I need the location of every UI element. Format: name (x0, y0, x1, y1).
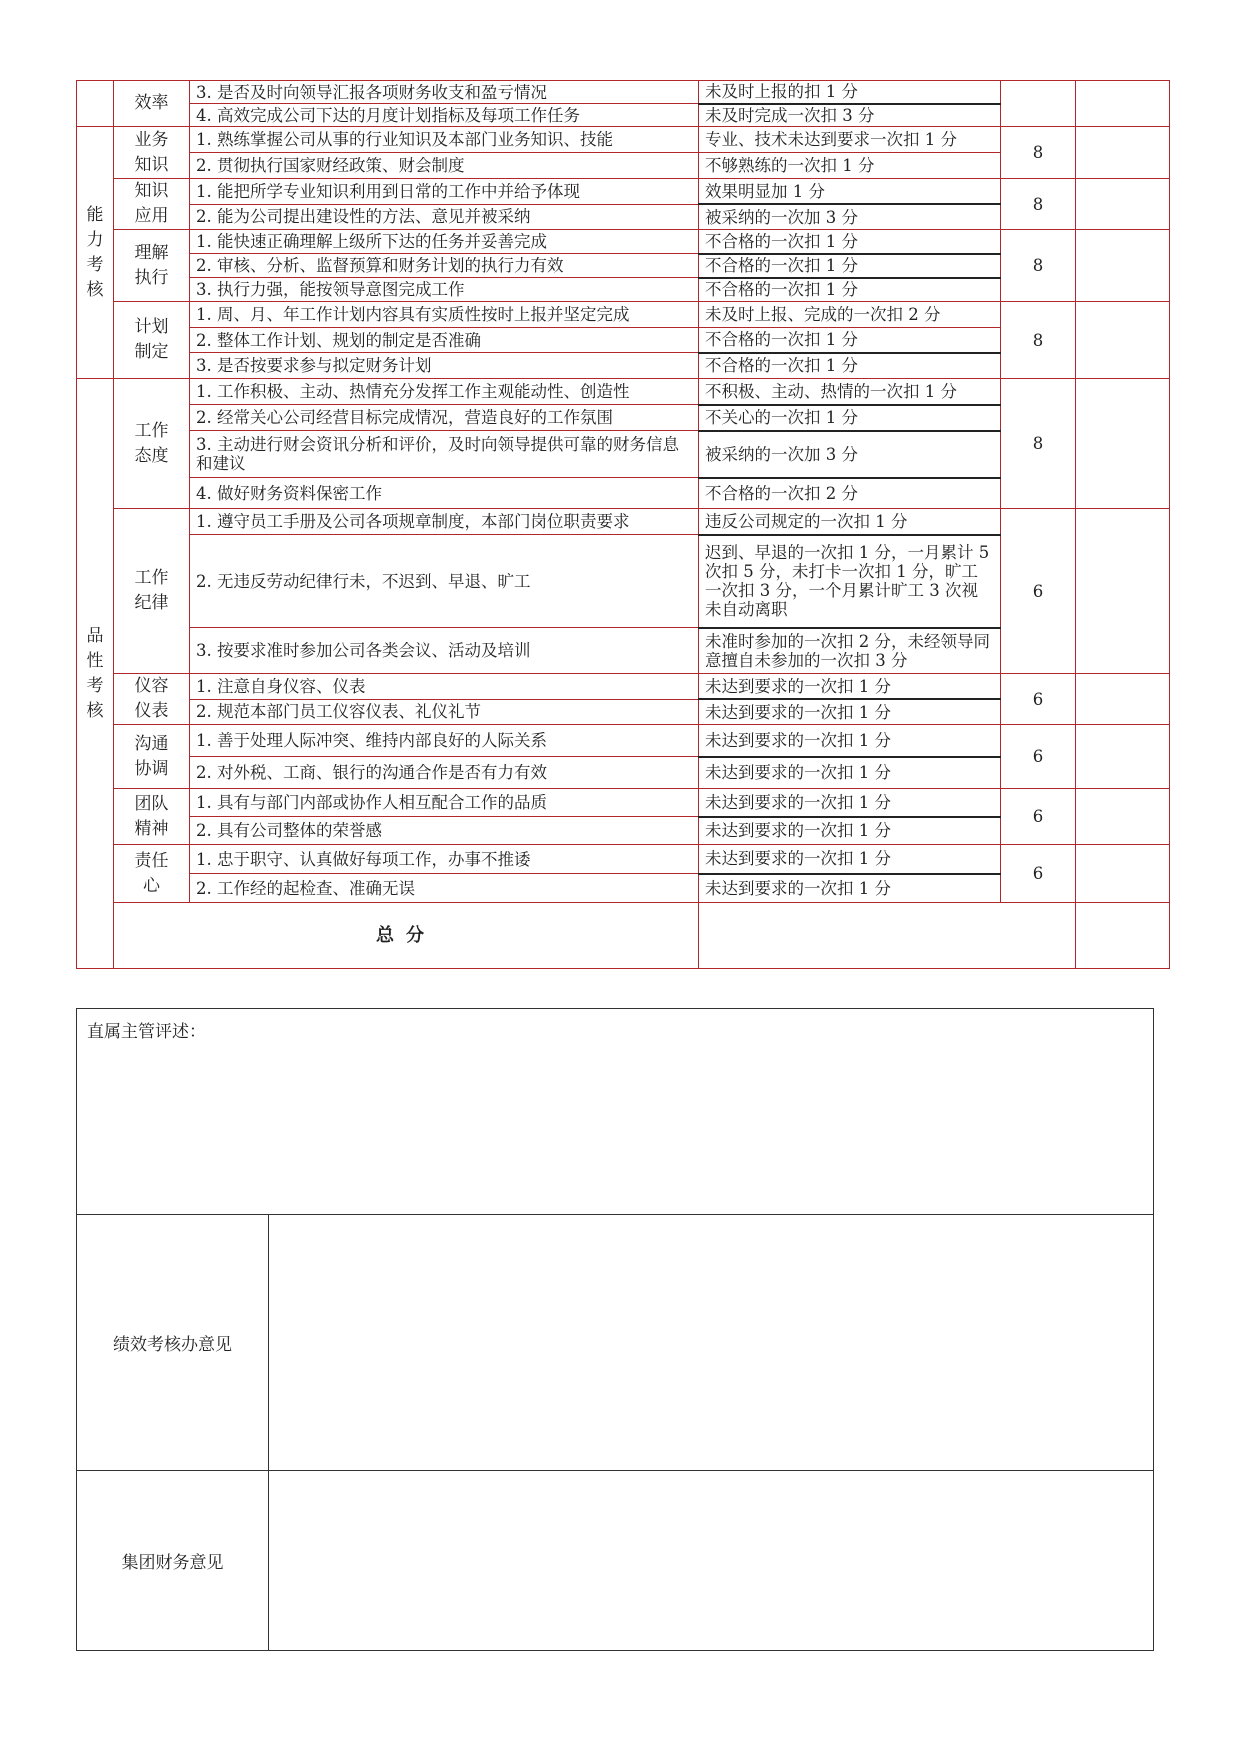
performance-office-field[interactable] (269, 1215, 1154, 1471)
standard-cell: 未达到要求的一次扣 1 分 (699, 757, 1001, 789)
standard-cell: 未达到要求的一次扣 1 分 (699, 725, 1001, 757)
standard-cell: 不合格的一次扣 1 分 (699, 278, 1001, 302)
item-cell: 3. 主动进行财会资讯分析和评价，及时向领导提供可靠的财务信息和建议 (190, 431, 699, 478)
item-cell: 2. 能为公司提出建设性的方法、意见并被采纳 (190, 204, 699, 230)
actual-score-cell (1076, 674, 1170, 725)
group-finance-label: 集团财务意见 (77, 1471, 269, 1651)
item-cell: 2. 贯彻执行国家财经政策、财会制度 (190, 153, 699, 179)
score-cell: 6 (1001, 725, 1076, 789)
item-cell: 1. 能快速正确理解上级所下达的任务并妥善完成 (190, 230, 699, 254)
standard-cell: 不合格的一次扣 1 分 (699, 353, 1001, 379)
item-cell: 3. 按要求准时参加公司各类会议、活动及培训 (190, 628, 699, 674)
subcategory-appearance: 仪容 仪表 (114, 674, 190, 725)
actual-score-cell (1076, 81, 1170, 127)
item-cell: 3. 执行力强，能按领导意图完成工作 (190, 278, 699, 302)
table-row (77, 509, 1170, 535)
subcategory-knowledge: 知识 应用 (114, 179, 190, 230)
standard-cell: 未及时完成一次扣 3 分 (699, 104, 1001, 127)
score-cell (1001, 81, 1076, 127)
standard-cell: 未准时参加的一次扣 2 分，未经领导同意擅自未参加的一次扣 3 分 (699, 628, 1001, 674)
item-cell: 4. 做好财务资料保密工作 (190, 478, 699, 509)
actual-score-cell (1076, 509, 1170, 674)
item-cell: 3. 是否及时向领导汇报各项财务收支和盈亏情况 (190, 81, 699, 104)
standard-cell: 不合格的一次扣 1 分 (699, 230, 1001, 254)
item-cell: 1. 遵守员工手册及公司各项规章制度，本部门岗位职责要求 (190, 509, 699, 535)
score-cell: 6 (1001, 845, 1076, 903)
total-score-cell (1076, 903, 1170, 969)
standard-cell: 未达到要求的一次扣 1 分 (699, 699, 1001, 725)
standard-cell: 未达到要求的一次扣 1 分 (699, 845, 1001, 874)
supervisor-comment-label: 直属主管评述： (87, 1022, 206, 1042)
table-row (77, 230, 1170, 254)
item-cell: 1. 熟练掌握公司从事的行业知识及本部门业务知识、技能 (190, 127, 699, 153)
actual-score-cell (1076, 789, 1170, 845)
group-finance-field[interactable] (269, 1471, 1154, 1651)
subcategory-attitude: 工作 态度 (114, 379, 190, 509)
item-cell: 2. 无违反劳动纪律行未，不迟到、早退、旷工 (190, 535, 699, 628)
standard-cell: 不合格的一次扣 1 分 (699, 328, 1001, 353)
standard-cell: 不关心的一次扣 1 分 (699, 405, 1001, 431)
actual-score-cell (1076, 845, 1170, 903)
item-cell: 2. 审核、分析、监督预算和财务计划的执行力有效 (190, 254, 699, 278)
score-cell: 8 (1001, 302, 1076, 379)
category-ability: 能 力 考 核 (77, 127, 114, 379)
standard-cell: 被采纳的一次加 3 分 (699, 204, 1001, 230)
performance-office-label: 绩效考核办意见 (77, 1215, 269, 1471)
performance-office-row (77, 1215, 1154, 1471)
subcategory-teamwork: 团队 精神 (114, 789, 190, 845)
actual-score-cell (1076, 379, 1170, 509)
item-cell: 1. 善于处理人际冲突、维持内部良好的人际关系 (190, 725, 699, 757)
subcategory-discipline: 工作 纪律 (114, 509, 190, 674)
standard-cell: 未及时上报的扣 1 分 (699, 81, 1001, 104)
table-row (77, 379, 1170, 405)
supervisor-comment-row (77, 1009, 1154, 1215)
item-cell: 2. 工作经的起检查、准确无误 (190, 874, 699, 903)
item-cell: 1. 具有与部门内部或协作人相互配合工作的品质 (190, 789, 699, 817)
actual-score-cell (1076, 725, 1170, 789)
category-character: 品 性 考 核 (77, 379, 114, 969)
subcategory-communication: 沟通 协调 (114, 725, 190, 789)
table-row (77, 845, 1170, 874)
total-label: 总分 (114, 903, 699, 969)
supervisor-comment-field[interactable] (77, 1009, 1154, 1215)
total-value-cell (699, 903, 1076, 969)
item-cell: 2. 规范本部门员工仪容仪表、礼仪礼节 (190, 699, 699, 725)
standard-cell: 未及时上报、完成的一次扣 2 分 (699, 302, 1001, 328)
item-cell: 1. 忠于职守、认真做好每项工作，办事不推诿 (190, 845, 699, 874)
score-cell: 6 (1001, 674, 1076, 725)
standard-cell: 违反公司规定的一次扣 1 分 (699, 509, 1001, 535)
table-row (77, 127, 1170, 153)
score-cell: 8 (1001, 127, 1076, 179)
standard-cell: 效果明显加 1 分 (699, 179, 1001, 205)
standard-cell: 不合格的一次扣 2 分 (699, 478, 1001, 509)
evaluation-table (76, 80, 1170, 969)
item-cell: 2. 具有公司整体的荣誉感 (190, 817, 699, 845)
score-cell: 8 (1001, 230, 1076, 302)
actual-score-cell (1076, 230, 1170, 302)
subcategory-business: 业务 知识 (114, 127, 190, 179)
standard-cell: 不够熟练的一次扣 1 分 (699, 153, 1001, 179)
table-row (77, 789, 1170, 817)
subcategory-execution: 理解 执行 (114, 230, 190, 302)
standard-cell: 未达到要求的一次扣 1 分 (699, 874, 1001, 903)
total-row (77, 903, 1170, 969)
category-cell (77, 81, 114, 127)
item-cell: 2. 对外税、工商、银行的沟通合作是否有力有效 (190, 757, 699, 789)
score-cell: 6 (1001, 789, 1076, 845)
actual-score-cell (1076, 179, 1170, 230)
item-cell: 1. 周、月、年工作计划内容具有实质性按时上报并坚定完成 (190, 302, 699, 328)
item-cell: 2. 经常关心公司经营目标完成情况，营造良好的工作氛围 (190, 405, 699, 431)
standard-cell: 不合格的一次扣 1 分 (699, 254, 1001, 278)
standard-cell: 未达到要求的一次扣 1 分 (699, 674, 1001, 700)
score-cell: 8 (1001, 379, 1076, 509)
group-finance-row (77, 1471, 1154, 1651)
standard-cell: 不积极、主动、热情的一次扣 1 分 (699, 379, 1001, 405)
table-row (77, 81, 1170, 104)
score-cell: 8 (1001, 179, 1076, 230)
item-cell: 1. 能把所学专业知识利用到日常的工作中并给予体现 (190, 179, 699, 205)
standard-cell: 未达到要求的一次扣 1 分 (699, 789, 1001, 817)
subcategory-efficiency: 效率 (114, 81, 190, 127)
score-cell: 6 (1001, 509, 1076, 674)
item-cell: 2. 整体工作计划、规划的制定是否准确 (190, 328, 699, 353)
table-row (77, 179, 1170, 205)
standard-cell: 迟到、早退的一次扣 1 分，一月累计 5 次扣 5 分，未打卡一次扣 1 分，旷工一次扣 3 分，一个月累计旷工 3 次视未自动离职 (699, 535, 1001, 628)
standard-cell: 专业、技术未达到要求一次扣 1 分 (699, 127, 1001, 153)
standard-cell: 被采纳的一次加 3 分 (699, 431, 1001, 478)
item-cell: 1. 工作积极、主动、热情充分发挥工作主观能动性、创造性 (190, 379, 699, 405)
comment-table (76, 1008, 1154, 1651)
table-row (77, 674, 1170, 700)
actual-score-cell (1076, 127, 1170, 179)
item-cell: 3. 是否按要求参与拟定财务计划 (190, 353, 699, 379)
standard-cell: 未达到要求的一次扣 1 分 (699, 817, 1001, 845)
subcategory-responsibility: 责任 心 (114, 845, 190, 903)
item-cell: 1. 注意自身仪容、仪表 (190, 674, 699, 700)
table-row (77, 725, 1170, 757)
item-cell: 4. 高效完成公司下达的月度计划指标及每项工作任务 (190, 104, 699, 127)
subcategory-planning: 计划 制定 (114, 302, 190, 379)
table-row (77, 302, 1170, 328)
actual-score-cell (1076, 302, 1170, 379)
